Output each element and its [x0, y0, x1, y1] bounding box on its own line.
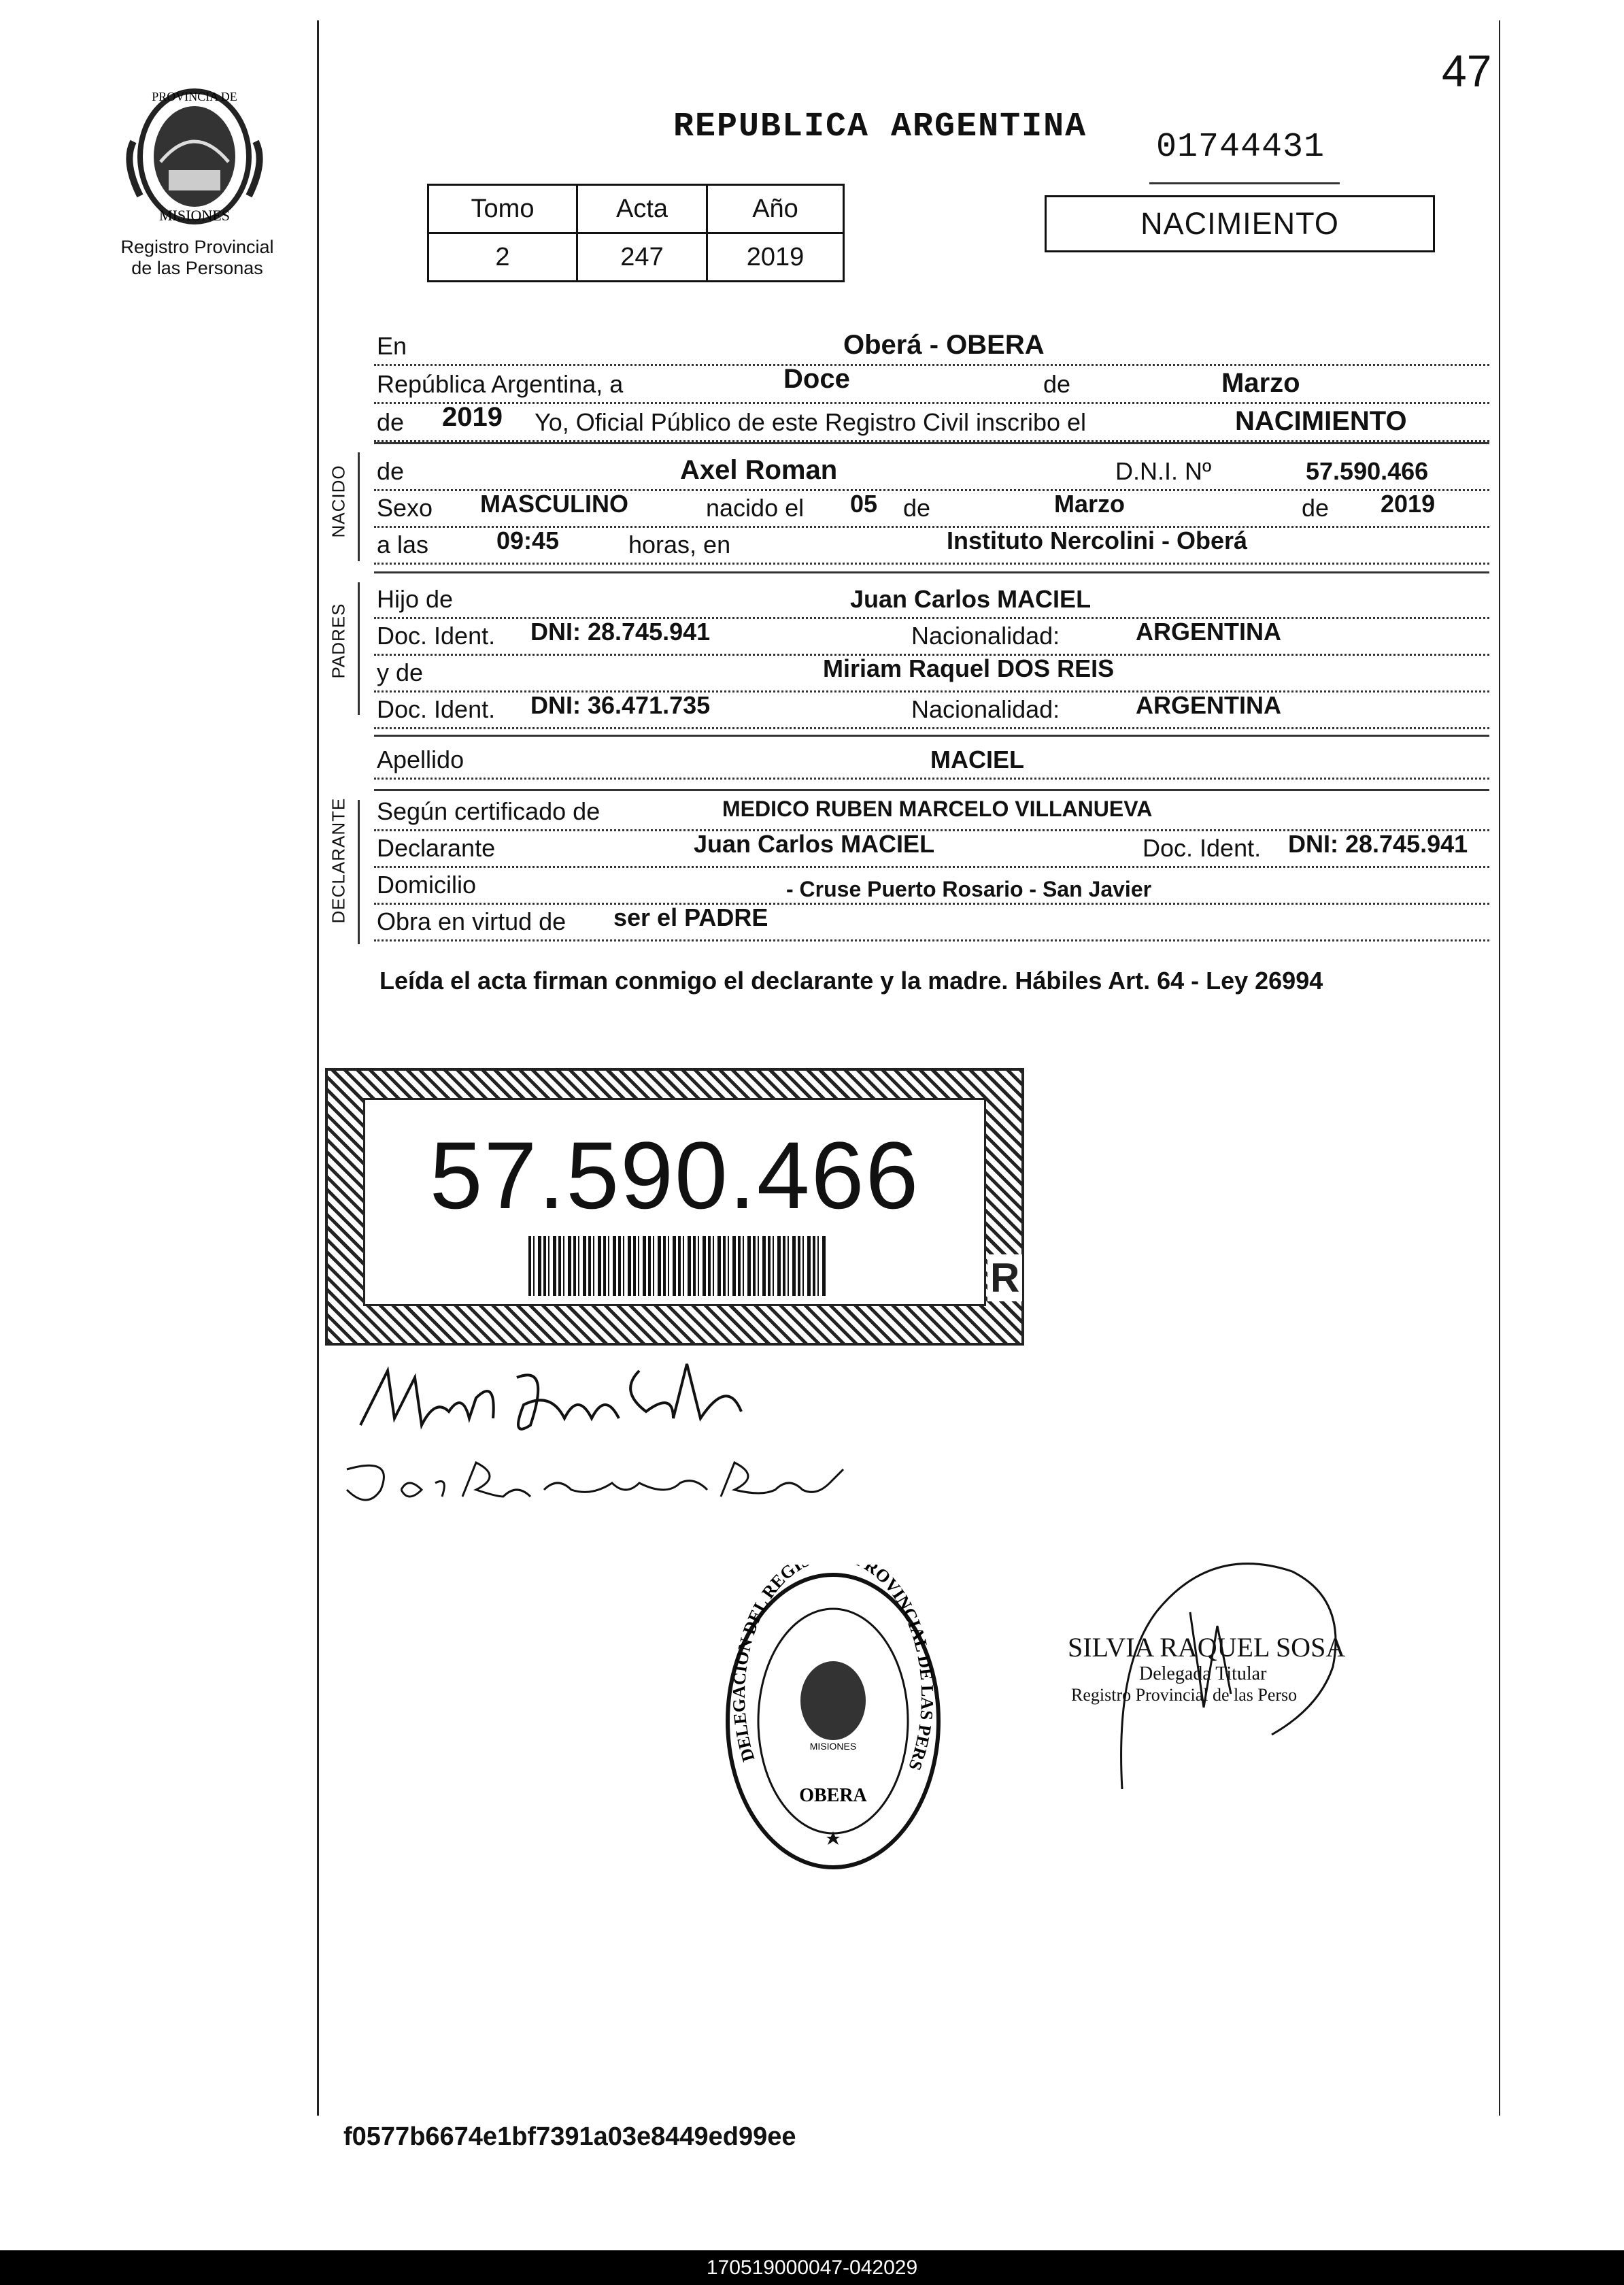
stamp-city: OBERA	[799, 1785, 867, 1806]
serial-underline	[1149, 182, 1340, 184]
certificate-value: MEDICO RUBEN MARCELO VILLANUEVA	[722, 797, 1153, 821]
coat-of-arms-icon	[120, 80, 269, 230]
obra-label: Obra en virtud de	[377, 907, 566, 935]
father-doc-label: Doc. Ident.	[377, 622, 496, 650]
nacido-name-row	[374, 454, 1489, 491]
mother-name: Miriam Raquel DOS REIS	[823, 654, 1115, 682]
mother-nac-label: Nacionalidad:	[911, 695, 1060, 723]
signature-father-icon	[347, 1350, 823, 1446]
declarant-row	[374, 831, 1489, 868]
en-label: En	[377, 332, 407, 360]
mother-doc-label: Doc. Ident.	[377, 695, 496, 723]
statement-text: Yo, Oficial Público de este Registro Civil inscribo el	[535, 408, 1087, 436]
registry-table	[427, 184, 845, 282]
stamp-ring-text: DELEGACION DEL REGI ROVINCIAL DE LAS PERS	[728, 1565, 938, 1773]
birth-day: 05	[850, 490, 878, 518]
dni-card-number: 57.590.466	[429, 1122, 920, 1229]
apellido-value: MACIEL	[930, 746, 1024, 773]
date-row	[374, 364, 1489, 404]
mother-nationality: ARGENTINA	[1136, 691, 1281, 719]
apellido-row	[374, 743, 1489, 780]
signature-mother	[340, 1449, 884, 1517]
tomo-value: 2	[428, 233, 577, 282]
signature-mother-icon	[340, 1449, 884, 1517]
father-doc-row	[374, 619, 1489, 656]
birth-time: 09:45	[496, 527, 560, 554]
section-divider-4	[374, 789, 1489, 791]
time-row	[374, 528, 1489, 565]
nacido-el-label: nacido el	[706, 494, 805, 522]
official-name: SILVIA RAQUEL SOSA	[1068, 1632, 1346, 1663]
dni-card	[325, 1068, 1024, 1346]
country-label: República Argentina, a	[377, 370, 624, 398]
section-divider	[374, 442, 1489, 444]
nacido-de-label: de	[377, 457, 405, 485]
section-divider-2	[374, 571, 1489, 573]
year-value: 2019	[442, 402, 503, 432]
serial-number: 01744431	[1156, 128, 1325, 167]
signature-father	[347, 1350, 823, 1446]
act-type-box: NACIMIENTO	[1045, 195, 1435, 252]
sexo-value: MASCULINO	[480, 490, 628, 518]
declarant-name: Juan Carlos MACIEL	[694, 830, 935, 858]
address-label: Domicilio	[377, 871, 477, 899]
event-value: NACIMIENTO	[1235, 406, 1407, 436]
certificate-label: Según certificado de	[377, 797, 600, 825]
day-value: Doce	[783, 364, 850, 394]
acta-value: 247	[577, 233, 707, 282]
address-value: - Cruse Puerto Rosario - San Javier	[786, 877, 1152, 901]
horas-label: horas, en	[628, 531, 731, 558]
anio-value: 2019	[707, 233, 844, 282]
document-title: REPUBLICA ARGENTINA	[673, 107, 1087, 146]
page-number: 47	[1442, 46, 1492, 96]
dni-card-inner	[363, 1098, 986, 1306]
bottom-id-bar: 170519000047-042029	[0, 2250, 1624, 2285]
padres-section-label: PADRES	[328, 603, 349, 679]
logo-caption-line1: Registro Provincial	[120, 237, 274, 257]
father-name: Juan Carlos MACIEL	[850, 585, 1092, 613]
declarant-doc: DNI: 28.745.941	[1288, 830, 1468, 858]
anio-header: Año	[707, 185, 844, 233]
sexo-row	[374, 491, 1489, 528]
declarante-bracket	[358, 800, 360, 944]
dni-label: D.N.I. Nº	[1115, 457, 1212, 485]
mother-doc-row	[374, 693, 1489, 729]
padres-bracket	[358, 582, 360, 715]
address-row	[374, 868, 1489, 905]
child-dni: 57.590.466	[1306, 457, 1429, 485]
barcode	[528, 1236, 828, 1296]
right-margin-line	[1499, 20, 1500, 2116]
registry-table-header	[428, 185, 844, 233]
de-label-2: de	[377, 408, 405, 436]
legal-note: Leída el acta firman conmigo el declarante y la madre. Hábiles Art. 64 - Ley 26994	[379, 967, 1323, 995]
father-nationality: ARGENTINA	[1136, 618, 1281, 646]
stamp-icon	[717, 1565, 949, 1878]
delegation-stamp	[717, 1565, 949, 1878]
stamp-inner-text: MISIONES	[809, 1741, 857, 1752]
province-logo	[120, 80, 269, 230]
registry-table-values	[428, 233, 844, 282]
certificate-row	[374, 795, 1489, 831]
seal-text-top: PROVINCIA DE	[152, 90, 237, 103]
document-hash: f0577b6674e1bf7391a03e8449ed99ee	[343, 2122, 796, 2151]
declarant-doc-label: Doc. Ident.	[1143, 834, 1262, 862]
sexo-label: Sexo	[377, 494, 433, 522]
month-value: Marzo	[1221, 368, 1300, 398]
logo-caption-line2: de las Personas	[131, 258, 263, 278]
seal-text-bottom: MISIONES	[159, 207, 230, 224]
father-row	[374, 582, 1489, 619]
official-block	[1068, 1631, 1367, 1705]
official-role: Delegada Titular	[1139, 1663, 1267, 1684]
declarante-section-label: DECLARANTE	[328, 797, 349, 924]
declarant-label: Declarante	[377, 834, 496, 862]
child-name: Axel Roman	[680, 455, 838, 485]
de-label-4: de	[1302, 494, 1330, 522]
de-label-3: de	[903, 494, 931, 522]
nacido-section-label: NACIDO	[328, 465, 349, 538]
tomo-header: Tomo	[428, 185, 577, 233]
apellido-label: Apellido	[377, 746, 464, 773]
alas-label: a las	[377, 531, 429, 558]
capacity-row	[374, 905, 1489, 941]
mother-doc: DNI: 36.471.735	[530, 691, 711, 719]
logo-caption	[102, 237, 292, 279]
birth-place: Instituto Nercolini - Oberá	[947, 527, 1248, 554]
father-nac-label: Nacionalidad:	[911, 622, 1060, 650]
official-org: Registro Provincial de las Perso	[1071, 1685, 1298, 1705]
hijo-label: Hijo de	[377, 585, 454, 613]
acta-header: Acta	[577, 185, 707, 233]
mother-row	[374, 656, 1489, 693]
place-row	[374, 329, 1489, 366]
de-label: de	[1043, 370, 1071, 398]
capacity-value: ser el PADRE	[613, 903, 768, 931]
father-doc: DNI: 28.745.941	[530, 618, 711, 646]
birth-year: 2019	[1381, 490, 1436, 518]
left-margin-line	[317, 20, 319, 2116]
birth-month: Marzo	[1054, 490, 1126, 518]
nacido-bracket	[358, 452, 360, 561]
event-row	[374, 402, 1489, 442]
section-divider-3	[374, 735, 1489, 737]
place-value: Oberá - OBERA	[843, 330, 1045, 360]
dni-card-mark: R	[987, 1254, 1022, 1301]
yde-label: y de	[377, 658, 424, 686]
